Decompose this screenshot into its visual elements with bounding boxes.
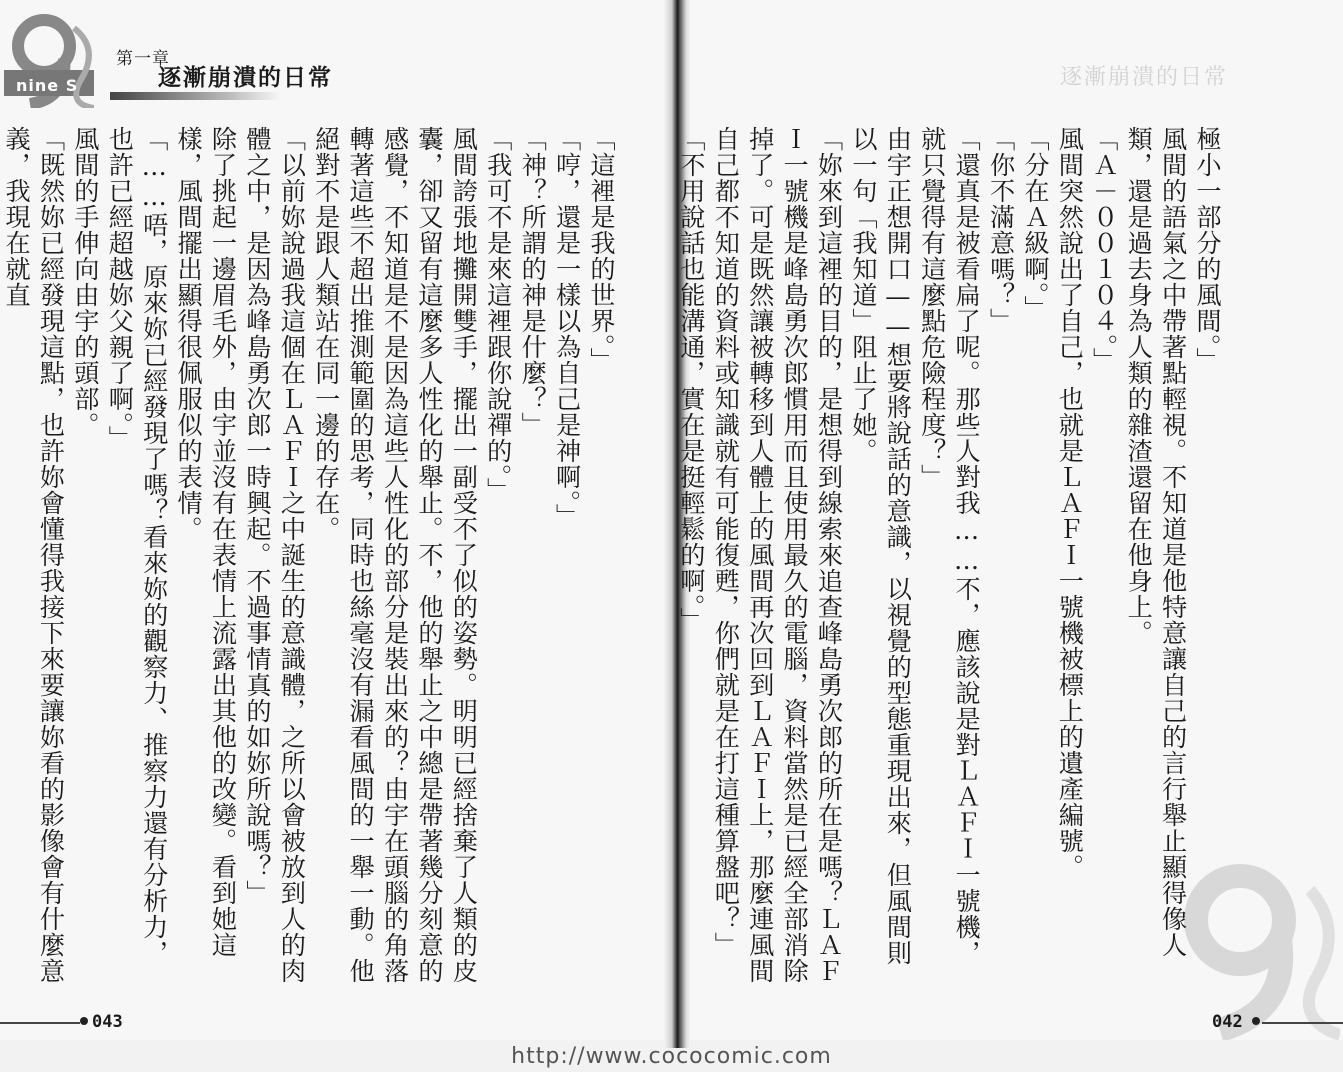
footer-rule-left <box>0 1022 80 1024</box>
page-number-right: 042 <box>1212 1012 1243 1032</box>
left-page-text <box>2 126 618 986</box>
right-page-text <box>676 126 1224 986</box>
paragraph: 「既然妳已經發現這點，也許妳會懂得我接下來要讓妳看的影像會有什麼意義，我現在就直 <box>2 126 66 984</box>
paragraph: 「不用說話也能溝通，實在是挺輕鬆的啊。」 <box>676 126 706 634</box>
paragraph: 「以前妳說過我這個在ＬＡＦＩ之中誕生的意識體，之所以會被放到人的肉體之中，是因為峰島勇次郎一時興起。不過事情真的如妳所說嗎？」 <box>242 126 307 984</box>
paragraph: 由宇正想開口——想要將說話的意識，以視覺的型態重現出來，但風間則以一句「我知道」阻止了她。 <box>848 126 913 966</box>
footer-dot-right <box>1252 1017 1260 1025</box>
page-number-left: 043 <box>92 1012 123 1032</box>
ghost-chapter-title: 逐漸崩潰的日常 <box>1060 65 1229 90</box>
paragraph: 「我可不是來這裡跟你說禪的。」 <box>483 126 513 504</box>
paragraph: 「這裡是我的世界。」 <box>587 126 616 374</box>
chapter-label: 第一章 <box>116 49 170 69</box>
paragraph: 「……唔，原來妳已經發現了嗎？看來妳的觀察力、推察力還有分析力，也許已經超越妳父親了啊。」 <box>105 126 169 966</box>
paragraph: 「神？所謂的神是什麼？」 <box>518 126 548 438</box>
header-bar <box>110 92 280 100</box>
footer-dot-left <box>80 1017 88 1025</box>
paragraph: 風間的語氣之中帶著點輕視。不知道是他特意讓自己的言行舉止顯得像人類，還是過去身為人類的雜渣還留在他身上。 <box>1124 126 1188 958</box>
watermark-url: http://www.cococomic.com <box>511 1044 832 1069</box>
paragraph: 風間誇張地攤開雙手，擺出一副受不了似的姿勢。明明已經捨棄了人類的皮囊，卻又留有這麼多人性化的舉止。不，他的舉止之中總是帶著幾分刻意的感覺，不知道是不是因為這些人性化的部分是裝出來的？由宇在頭腦的角落轉著這些不超出推測範圍的思考，同時也絲毫沒有漏看風間的一舉一動。他絕對不是跟人類站在同一邊的存在。 <box>311 126 479 984</box>
paragraph: 極小一部分的風間。」 <box>1193 126 1222 374</box>
chapter-title: 逐漸崩潰的日常 <box>158 65 333 91</box>
logo-text: nine S <box>16 76 79 95</box>
paragraph: 除了挑起一邊眉毛外，由宇並沒有在表情上流露出其他的改變。看到她這樣，風間擺出顯得很佩服似的表情。 <box>174 126 238 958</box>
paragraph: 「你不滿意嗎？」 <box>986 126 1016 334</box>
paragraph: 風間的手伸向由宇的頭部。 <box>70 126 100 438</box>
paragraph: 「還真是被看扁了呢。那些人對我……不，應該說是對ＬＡＦＩ一號機，就只覺得有這麼點危險程度？」 <box>917 126 982 966</box>
paragraph: 「分在Ａ級啊。」 <box>1020 126 1050 322</box>
paragraph: 風間突然說出了自己，也就是ＬＡＦＩ一號機被標上的遺產編號。 <box>1055 126 1085 880</box>
footer-rule-right <box>1262 1022 1343 1024</box>
paragraph: 「妳來到這裡的目的，是想得到線索來追查峰島勇次郎的所在是嗎？ＬＡＦＩ一號機是峰島勇次郎慣用而且使用最久的電腦，資料當然是已經全部消除掉了。可是既然讓被轉移到人體上的風間再次回到ＬＡＦＩ上，那麼連風間自己都不知道的資料或知識就有可能復甦，你們就是在打這種算盤吧？」 <box>711 126 844 984</box>
paragraph: 「Ａ－００１０４。」 <box>1089 126 1119 374</box>
paragraph: 「哼，還是一樣以為自己是神啊。」 <box>552 126 582 530</box>
